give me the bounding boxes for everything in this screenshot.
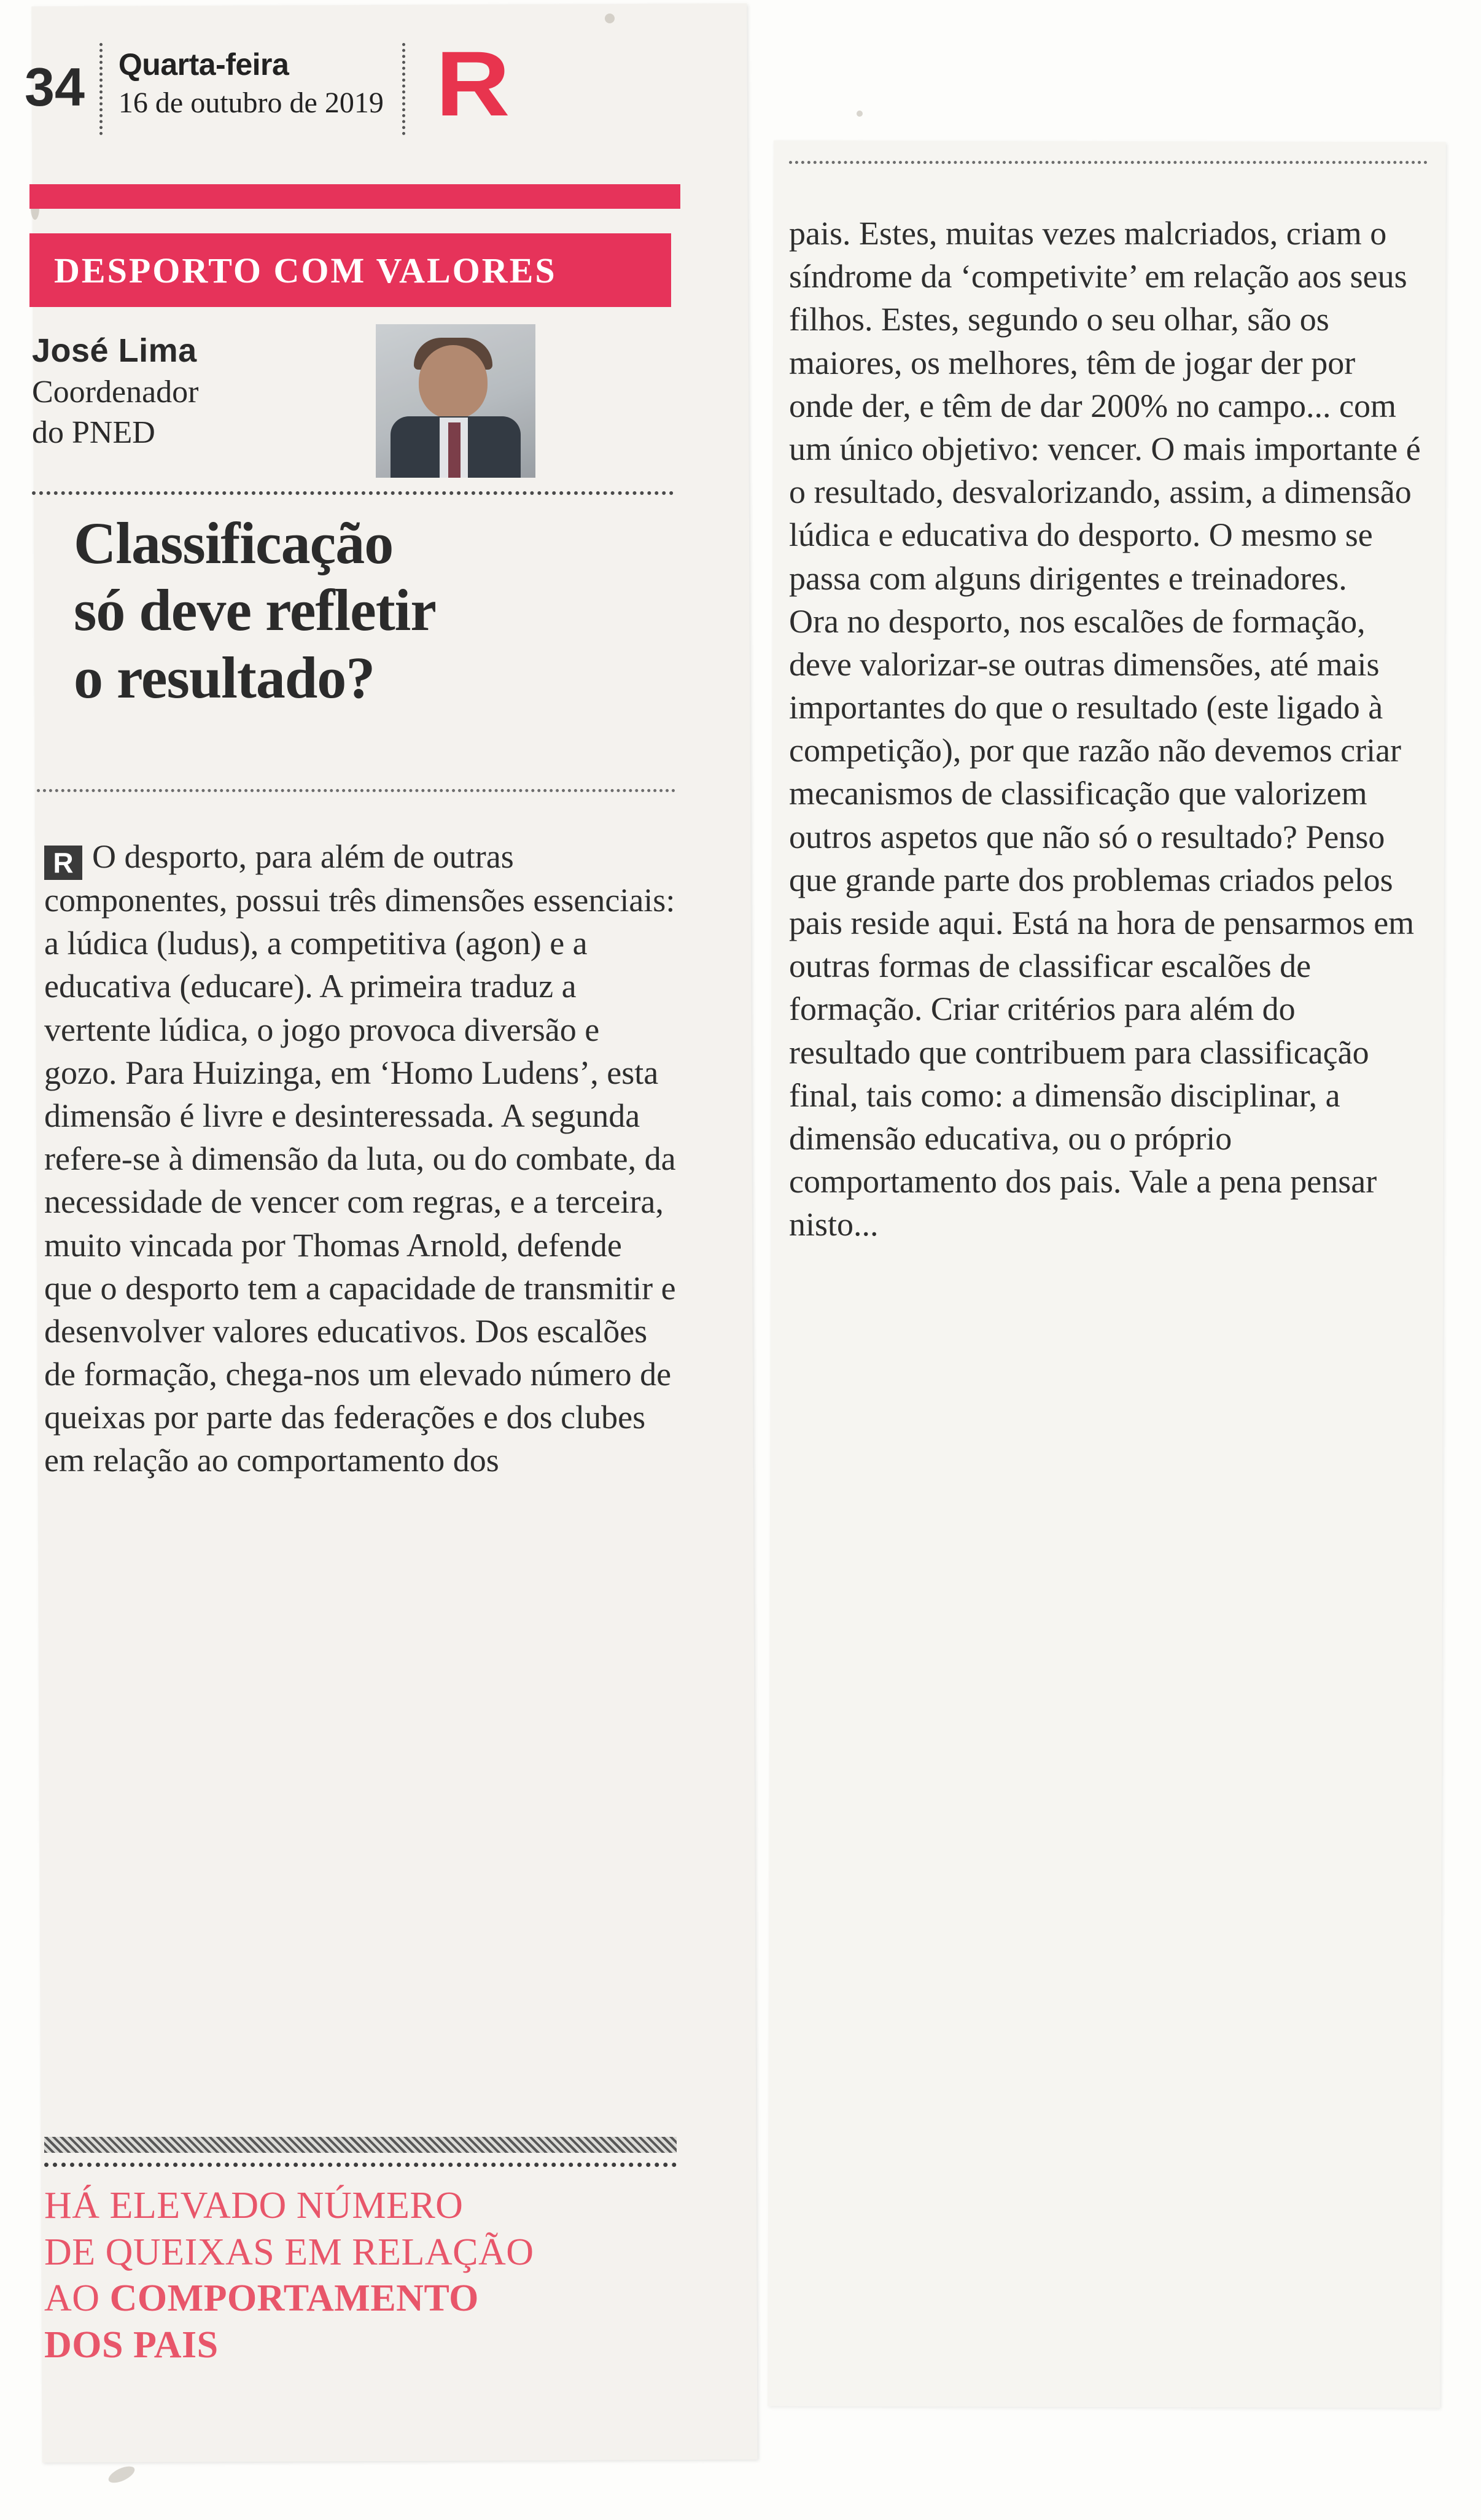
- left-column-text: O desporto, para além de outras componentes, possui três dimensões essenciais: a lúdica (ludus), a competitiva (agon) e a educativa (educare). A primeira traduz a vertente lúdica, o jogo provoca diversão e gozo. Para Huizinga, em ‘Homo Ludens’, esta dimensão é livre e desinteressada. A segunda refere-se à dimensão da luta, ou do combate, da necessidade de vencer com regras, e a terceira, muito vincada por Thomas Arnold, defende que o desporto tem a capacidade de transmitir e desenvolver valores educativos. Dos escalões de formação, chega-nos um elevado número de queixas por parte das federações e dos clubes em relação ao comportamento dos: [44, 838, 676, 1479]
- pull-quote-dotted-rule: [44, 2163, 677, 2167]
- masthead-divider-2: [402, 43, 405, 135]
- byline-rule: [32, 491, 674, 495]
- article-body-right-column: [789, 212, 1421, 1246]
- left-column-paragraph: [44, 835, 677, 1482]
- pull-quote-line-3: [44, 2276, 677, 2322]
- section-banner-accent-bar: [29, 184, 680, 209]
- scan-speck: [106, 2463, 137, 2486]
- pull-quote-block: [44, 2137, 677, 2369]
- scan-speck: [857, 111, 863, 117]
- pull-quote-line-3-strong: COMPORTAMENTO: [109, 2277, 479, 2320]
- pull-quote-text: [44, 2183, 677, 2369]
- masthead-date-block: [103, 25, 384, 120]
- right-column-paragraph-1: pais. Estes, muitas vezes malcriados, criam o síndrome da ‘competivite’ em relação aos seus filhos. Estes, segundo o seu olhar, são os maiores, os melhores, têm de jogar der por onde der, e têm de dar 200% no campo... com um único objetivo: vencer. O mais importante é o resultado, desvalorizando, assim, a dimensão lúdica e educativa do desporto. O mesmo se passa com alguns dirigentes e treinadores.: [789, 215, 1421, 597]
- pull-quote-line-3-prefix: AO: [44, 2277, 110, 2320]
- record-logo-icon: [427, 32, 518, 135]
- article-headline: [74, 510, 688, 711]
- author-photo: [376, 324, 535, 478]
- scan-speck: [605, 14, 615, 23]
- author-name: José Lima: [32, 332, 197, 369]
- author-role-line-2: do PNED: [32, 415, 155, 451]
- masthead: [25, 25, 685, 157]
- section-banner-label: DESPORTO COM VALORES: [54, 250, 557, 290]
- pull-quote-line-1: HÁ ELEVADO NÚMERO: [44, 2185, 464, 2226]
- pull-quote-line-4: DOS PAIS: [44, 2324, 219, 2366]
- article-body-left-column: [44, 835, 677, 1482]
- pull-quote-hatch-bar: [44, 2137, 677, 2153]
- headline-line-2: só deve refletir: [74, 577, 436, 644]
- right-column-paragraph-2: Ora no desporto, nos escalões de formação, deve valorizar-se outras dimensões, até mais importantes do que o resultado (este ligado à competição), por que razão não devemos criar mecanismos de classificação que valorizem outros aspetos que não só o resultado? Penso que grande parte dos problemas criados pelos pais reside aqui. Está na hora de pensarmos em outras formas de classificar escalões de formação. Criar critérios para além do resultado que contribuem para classificação final, tais como: a dimensão disciplinar, a dimensão educativa, ou o próprio comportamento dos pais. Vale a pena pensar nisto...: [789, 602, 1415, 1243]
- author-photo-tie: [448, 422, 461, 478]
- weekday-label: Quarta-feira: [118, 47, 289, 82]
- page-number: 34: [25, 56, 85, 117]
- author-role-line-1: Coordenador: [32, 375, 199, 410]
- section-banner: [29, 233, 671, 307]
- record-dropcap-icon: R: [44, 846, 82, 880]
- headline-rule: [37, 789, 675, 792]
- headline-line-3: o resultado?: [74, 644, 375, 710]
- right-column-top-rule: [789, 161, 1428, 164]
- pull-quote-line-2: DE QUEIXAS EM RELAÇÃO: [44, 2231, 534, 2273]
- record-logo-letter: R: [435, 32, 510, 135]
- byline: [32, 332, 677, 479]
- headline-line-1: Classificação: [74, 510, 394, 576]
- date-label: 16 de outubro de 2019: [118, 87, 384, 119]
- author-photo-face: [419, 345, 488, 419]
